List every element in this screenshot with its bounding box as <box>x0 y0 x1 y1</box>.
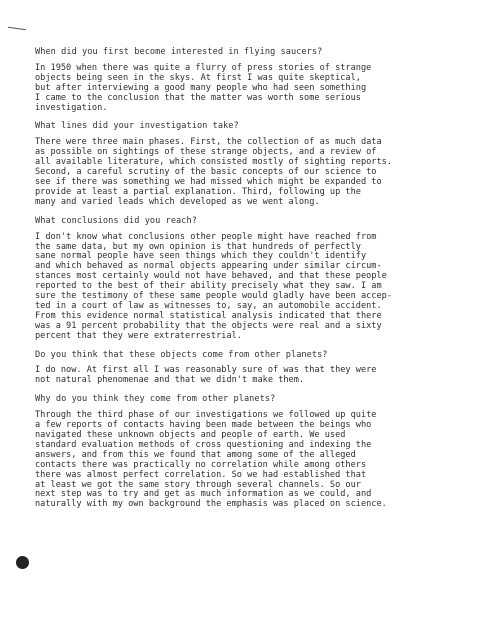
answer-4: I do now. At first all I was reasonably sure of was that they were not natural phenomenae and that we didn't make them. <box>35 365 377 386</box>
interview-transcript <box>35 48 475 519</box>
corner-pen-mark <box>8 27 26 30</box>
question-2: What lines did your investigation take? <box>35 121 239 132</box>
answer-2: There were three main phases. First, the collection of as much data as possible on sightings of these strange objects, and a review of all available literature, which consisted mostly of sighting reports. Second, a careful scrutiny of the basic concepts of our science to see if there was something we had missed which might be expanded to provide at least a partial explanation. Third, following up the many and varied leads which developed as we went along. <box>35 137 392 207</box>
punch-hole-mark <box>16 556 29 569</box>
answer-3: I don't know what conclusions other people might have reached from the same data, but my own opinion is that hundreds of perfectly sane normal people have seen things which they couldn't identify and which behaved as normal objects appearing under similar circum- stances most certainly would not have behaved, and that these people reported to the best of their ability precisely what they saw. I am sure the testimony of these same people would gladly have been accep- ted in a court of law as witnesses to, say, an automobile accident. From this evidence normal statistical analysis indicated that there was a 91 percent probability that the objects were real and a sixty percent that they were extraterrestrial. <box>35 231 392 341</box>
question-3: What conclusions did you reach? <box>35 215 197 226</box>
question-5: Why do you think they come from other planets? <box>35 394 276 405</box>
question-1: When did you first become interested in flying saucers? <box>35 47 323 57</box>
question-4: Do you think that these objects come from other planets? <box>35 349 328 360</box>
answer-5: Through the third phase of our investigations we followed up quite a few reports of contacts having been made between the beings who navigated these unknown objects and people of earth. We used standard evaluation methods of cross questioning and indexing the answers, and from this we found that among some of the alleged contacts there was practically no correlation while among others there was almost perfect correlation. So we had established that at least we got the same story through several channels. So our next step was to try and get as much information as we could, and naturally with my own background the emphasis was placed on science. <box>35 410 387 510</box>
answer-1: In 1950 when there was quite a flurry of press stories of strange objects being seen in the skys. At first I was quite skeptical, but after interviewing a good many people who had seen something I came to the conclusion that the matter was worth some serious investigation. <box>35 62 372 113</box>
